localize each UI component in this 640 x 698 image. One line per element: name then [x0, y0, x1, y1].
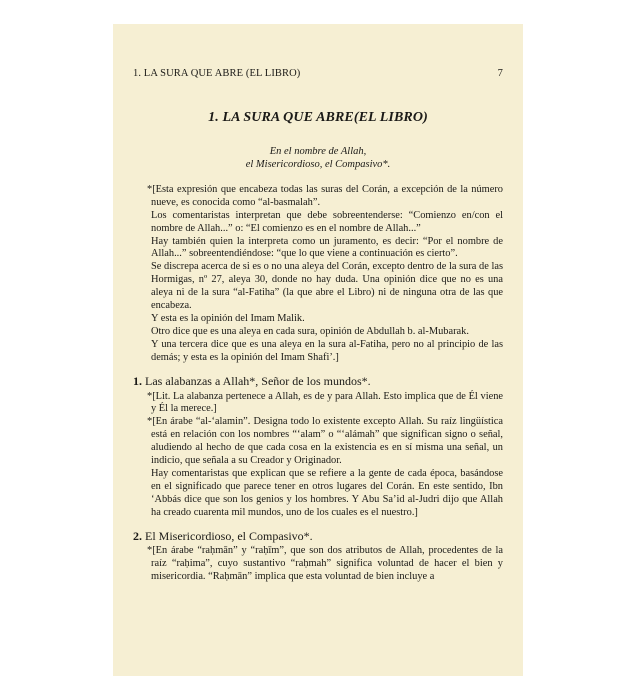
note-paragraph: *[En árabe “al-‘alamin”. Designa todo lo existente excepto Allah. Su raíz lingüística está en relación con los nombres “‘alam” o “‘alámah” que significan signo o señal, aludiendo al hecho de que cada cosa en la existencia es en sí misma una señal, un indicio, que señala a su Creador y Originador. [147, 416, 503, 467]
verse-1-footnotes [133, 391, 503, 520]
verse-2-footnote [133, 545, 503, 584]
page-number: 7 [497, 68, 503, 79]
invocation-line-2: el Misericordioso, el Compasivo*. [245, 159, 391, 171]
note-paragraph: Los comentaristas interpretan que debe sobreentenderse: “Comienzo en/con el nombre de Allah...” o: “El comienzo es en el nombre de Allah...” [151, 209, 503, 234]
verse-1 [133, 375, 503, 388]
note-paragraph: Y una tercera dice que es una aleya en la sura al-Fatiha, pero no al principio de las demás; y esta es la opinión del Imam Shafi’.] [151, 338, 503, 363]
note-paragraph: *[Lit. La alabanza pertenece a Allah, es de y para Allah. Esto implica que de Él viene y Él la merece.] [147, 390, 503, 415]
verse-number: 1. [133, 373, 142, 388]
book-page [113, 24, 523, 676]
verse-text: Las alabanzas a Allah*, Señor de los mundos*. [145, 373, 371, 388]
page-body [133, 112, 503, 584]
verse-2 [133, 530, 503, 543]
verse-text: El Misericordioso, el Compasivo*. [145, 528, 313, 543]
running-title: 1. LA SURA QUE ABRE (EL LIBRO) [133, 68, 301, 79]
note-paragraph: *[En árabe “raḥmān” y “raḥīm”, que son dos atributos de Allah, procedentes de la raíz “raḥima”, cuyo sustantivo “raḥmah” significa voluntad de hacer el bien y misericordia. “Raḥmān” implica que esta voluntad de bien incluye a [147, 545, 503, 583]
invocation-line-1: En el nombre de Allah, [269, 145, 367, 157]
note-paragraph: Se discrepa acerca de si es o no una aleya del Corán, excepto dentro de la sura de las Hormigas, nº 27, aleya 30, donde no hay duda. Una opinión dice que no es una aleya ni de la sura “al-Fatiha” (la que abre el Libro) ni de ninguna otra de las que encabeza. [151, 261, 503, 312]
note-paragraph: Otro dice que es una aleya en cada sura, opinión de Abdullah b. al-Mubarak. [151, 325, 469, 337]
note-paragraph: *[Esta expresión que encabeza todas las suras del Corán, a excepción de la número nueve, es conocida como “al-basmalah”. [147, 183, 503, 208]
verse-number: 2. [133, 528, 142, 543]
note-paragraph: Y esta es la opinión del Imam Malik. [151, 312, 305, 324]
running-header [133, 68, 503, 79]
intro-footnote [133, 184, 503, 365]
note-paragraph: Hay comentaristas que explican que se refiere a la gente de cada época, basándose en el significado que parece tener en otros lugares del Corán. En este sentido, Ibn ‘Abbás dice que son los genios y los hombres. Y Abu Sa’id al-Judri dijo que Allah ha creado cuarenta mil mundos, uno de los cuales es el nuestro.] [151, 467, 503, 518]
note-paragraph: Hay también quien la interpreta como un juramento, es decir: “Por el nombre de Allah...” sobreentendiéndose: “que lo que viene a continuación es cierto”. [151, 235, 503, 260]
chapter-title: 1. LA SURA QUE ABRE(EL LIBRO) [208, 110, 428, 125]
basmalah [133, 145, 503, 172]
